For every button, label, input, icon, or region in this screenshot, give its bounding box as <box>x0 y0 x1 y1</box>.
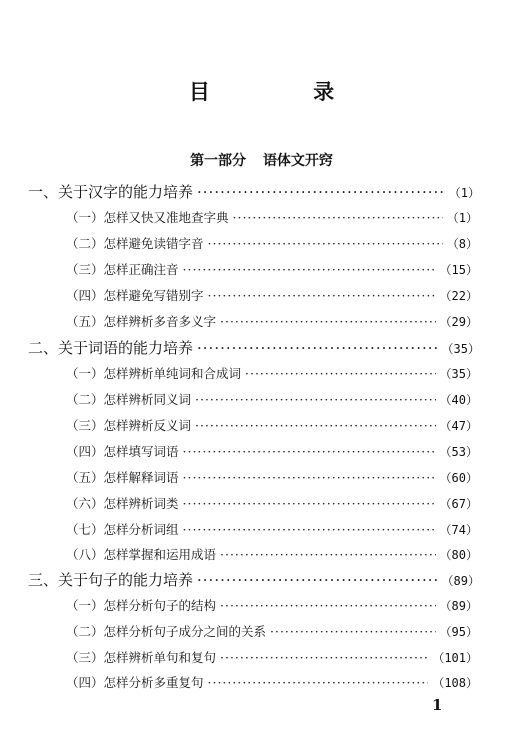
toc-entry-label: （三）怎样辨析单句和复句 <box>66 650 217 665</box>
toc-entry-label: （一）怎样辨析单纯词和合成词 <box>66 366 242 381</box>
toc-entry-label: （五）怎样解释词语 <box>66 470 179 485</box>
toc-entry-label: （七）怎样分析词组 <box>66 522 179 537</box>
dot-leader <box>183 262 436 277</box>
toc-page-number: （53） <box>439 445 478 459</box>
toc-entry[interactable] <box>66 442 478 460</box>
dot-leader <box>233 210 443 225</box>
toc-page-number: （89） <box>439 599 478 613</box>
part-name: 语体文开窍 <box>262 153 333 169</box>
toc-entry[interactable] <box>66 312 478 330</box>
toc-page-number: （60） <box>439 471 478 485</box>
dot-leader <box>197 183 445 201</box>
toc-section[interactable] <box>28 569 480 590</box>
toc-page-number: （67） <box>439 497 478 511</box>
dot-leader <box>183 522 436 537</box>
toc-page-number: （40） <box>439 393 478 407</box>
dot-leader <box>208 288 436 303</box>
dot-leader <box>245 366 436 381</box>
toc-page-number: （8） <box>446 237 478 251</box>
dot-leader <box>195 392 436 407</box>
toc-entry-label: （四）怎样分析多重复句 <box>66 675 204 690</box>
toc-section-label: 二、关于词语的能力培养 <box>28 339 194 357</box>
toc-entry[interactable] <box>66 416 478 434</box>
toc-entry-label: （一）怎样又快又准地查字典 <box>66 210 229 225</box>
toc-page-number: （22） <box>439 289 478 303</box>
toc-page-number: （89） <box>441 574 480 588</box>
dot-leader <box>197 339 438 357</box>
toc-page-number: （1） <box>448 186 480 200</box>
toc-entry[interactable] <box>66 648 478 666</box>
dot-leader <box>220 314 436 329</box>
toc-page-number: （80） <box>439 548 478 562</box>
toc-entry-label: （四）怎样避免写错别字 <box>66 288 204 303</box>
toc-entry-label: （二）怎样避免读错字音 <box>66 236 204 251</box>
toc-entry[interactable] <box>66 520 478 538</box>
page-number: 1 <box>432 696 443 714</box>
part-title <box>0 150 523 170</box>
toc-entry[interactable] <box>66 622 478 640</box>
toc-page-number: （95） <box>439 625 478 639</box>
dot-leader <box>195 418 436 433</box>
toc-page-number: （47） <box>439 419 478 433</box>
page-title: 目 录 <box>188 79 383 104</box>
toc-entry[interactable] <box>66 468 478 486</box>
toc-entry-label: （五）怎样辨析多音多义字 <box>66 314 217 329</box>
dot-leader <box>183 470 436 485</box>
toc-entry-label: （二）怎样分析句子成分之间的关系 <box>66 624 267 639</box>
dot-leader <box>220 547 436 562</box>
toc-page-number: （35） <box>439 367 478 381</box>
toc-entry-label: （三）怎样正确注音 <box>66 262 179 277</box>
dot-leader <box>220 598 436 613</box>
toc-entry[interactable] <box>66 673 478 691</box>
toc-section[interactable] <box>28 181 480 202</box>
toc-section-label: 三、关于句子的能力培养 <box>28 571 194 589</box>
toc-entry-label: （三）怎样辨析反义词 <box>66 418 192 433</box>
toc-entry[interactable] <box>66 390 478 408</box>
toc-page-number: （29） <box>439 315 478 329</box>
toc-page-number: （35） <box>441 342 480 356</box>
toc-entry[interactable] <box>66 494 478 512</box>
toc-page-number: （15） <box>439 263 478 277</box>
toc-entry[interactable] <box>66 545 478 563</box>
toc-section-label: 一、关于汉字的能力培养 <box>28 183 194 201</box>
part-number: 第一部分 <box>190 153 247 169</box>
toc-entry[interactable] <box>66 208 478 226</box>
dot-leader <box>208 236 443 251</box>
toc-entry-label: （二）怎样辨析同义词 <box>66 392 192 407</box>
toc-page-number: （74） <box>439 523 478 537</box>
dot-leader <box>183 496 436 511</box>
toc-entry[interactable] <box>66 260 478 278</box>
toc-section[interactable] <box>28 337 480 358</box>
dot-leader <box>183 444 436 459</box>
toc-entry[interactable] <box>66 234 478 252</box>
toc-entry[interactable] <box>66 596 478 614</box>
dot-leader <box>208 675 429 690</box>
toc-page-number: （101） <box>432 651 478 665</box>
toc-entry-label: （四）怎样填写词语 <box>66 444 179 459</box>
toc-page-number: （1） <box>446 211 478 225</box>
toc-entry[interactable] <box>66 364 478 382</box>
toc-entry-label: （六）怎样辨析词类 <box>66 496 179 511</box>
toc-entry-label: （一）怎样分析句子的结构 <box>66 598 217 613</box>
toc-page-number: （108） <box>432 676 478 690</box>
toc-entry-label: （八）怎样掌握和运用成语 <box>66 547 217 562</box>
toc-entry[interactable] <box>66 286 478 304</box>
dot-leader <box>270 624 436 639</box>
dot-leader <box>197 571 438 589</box>
dot-leader <box>220 650 428 665</box>
